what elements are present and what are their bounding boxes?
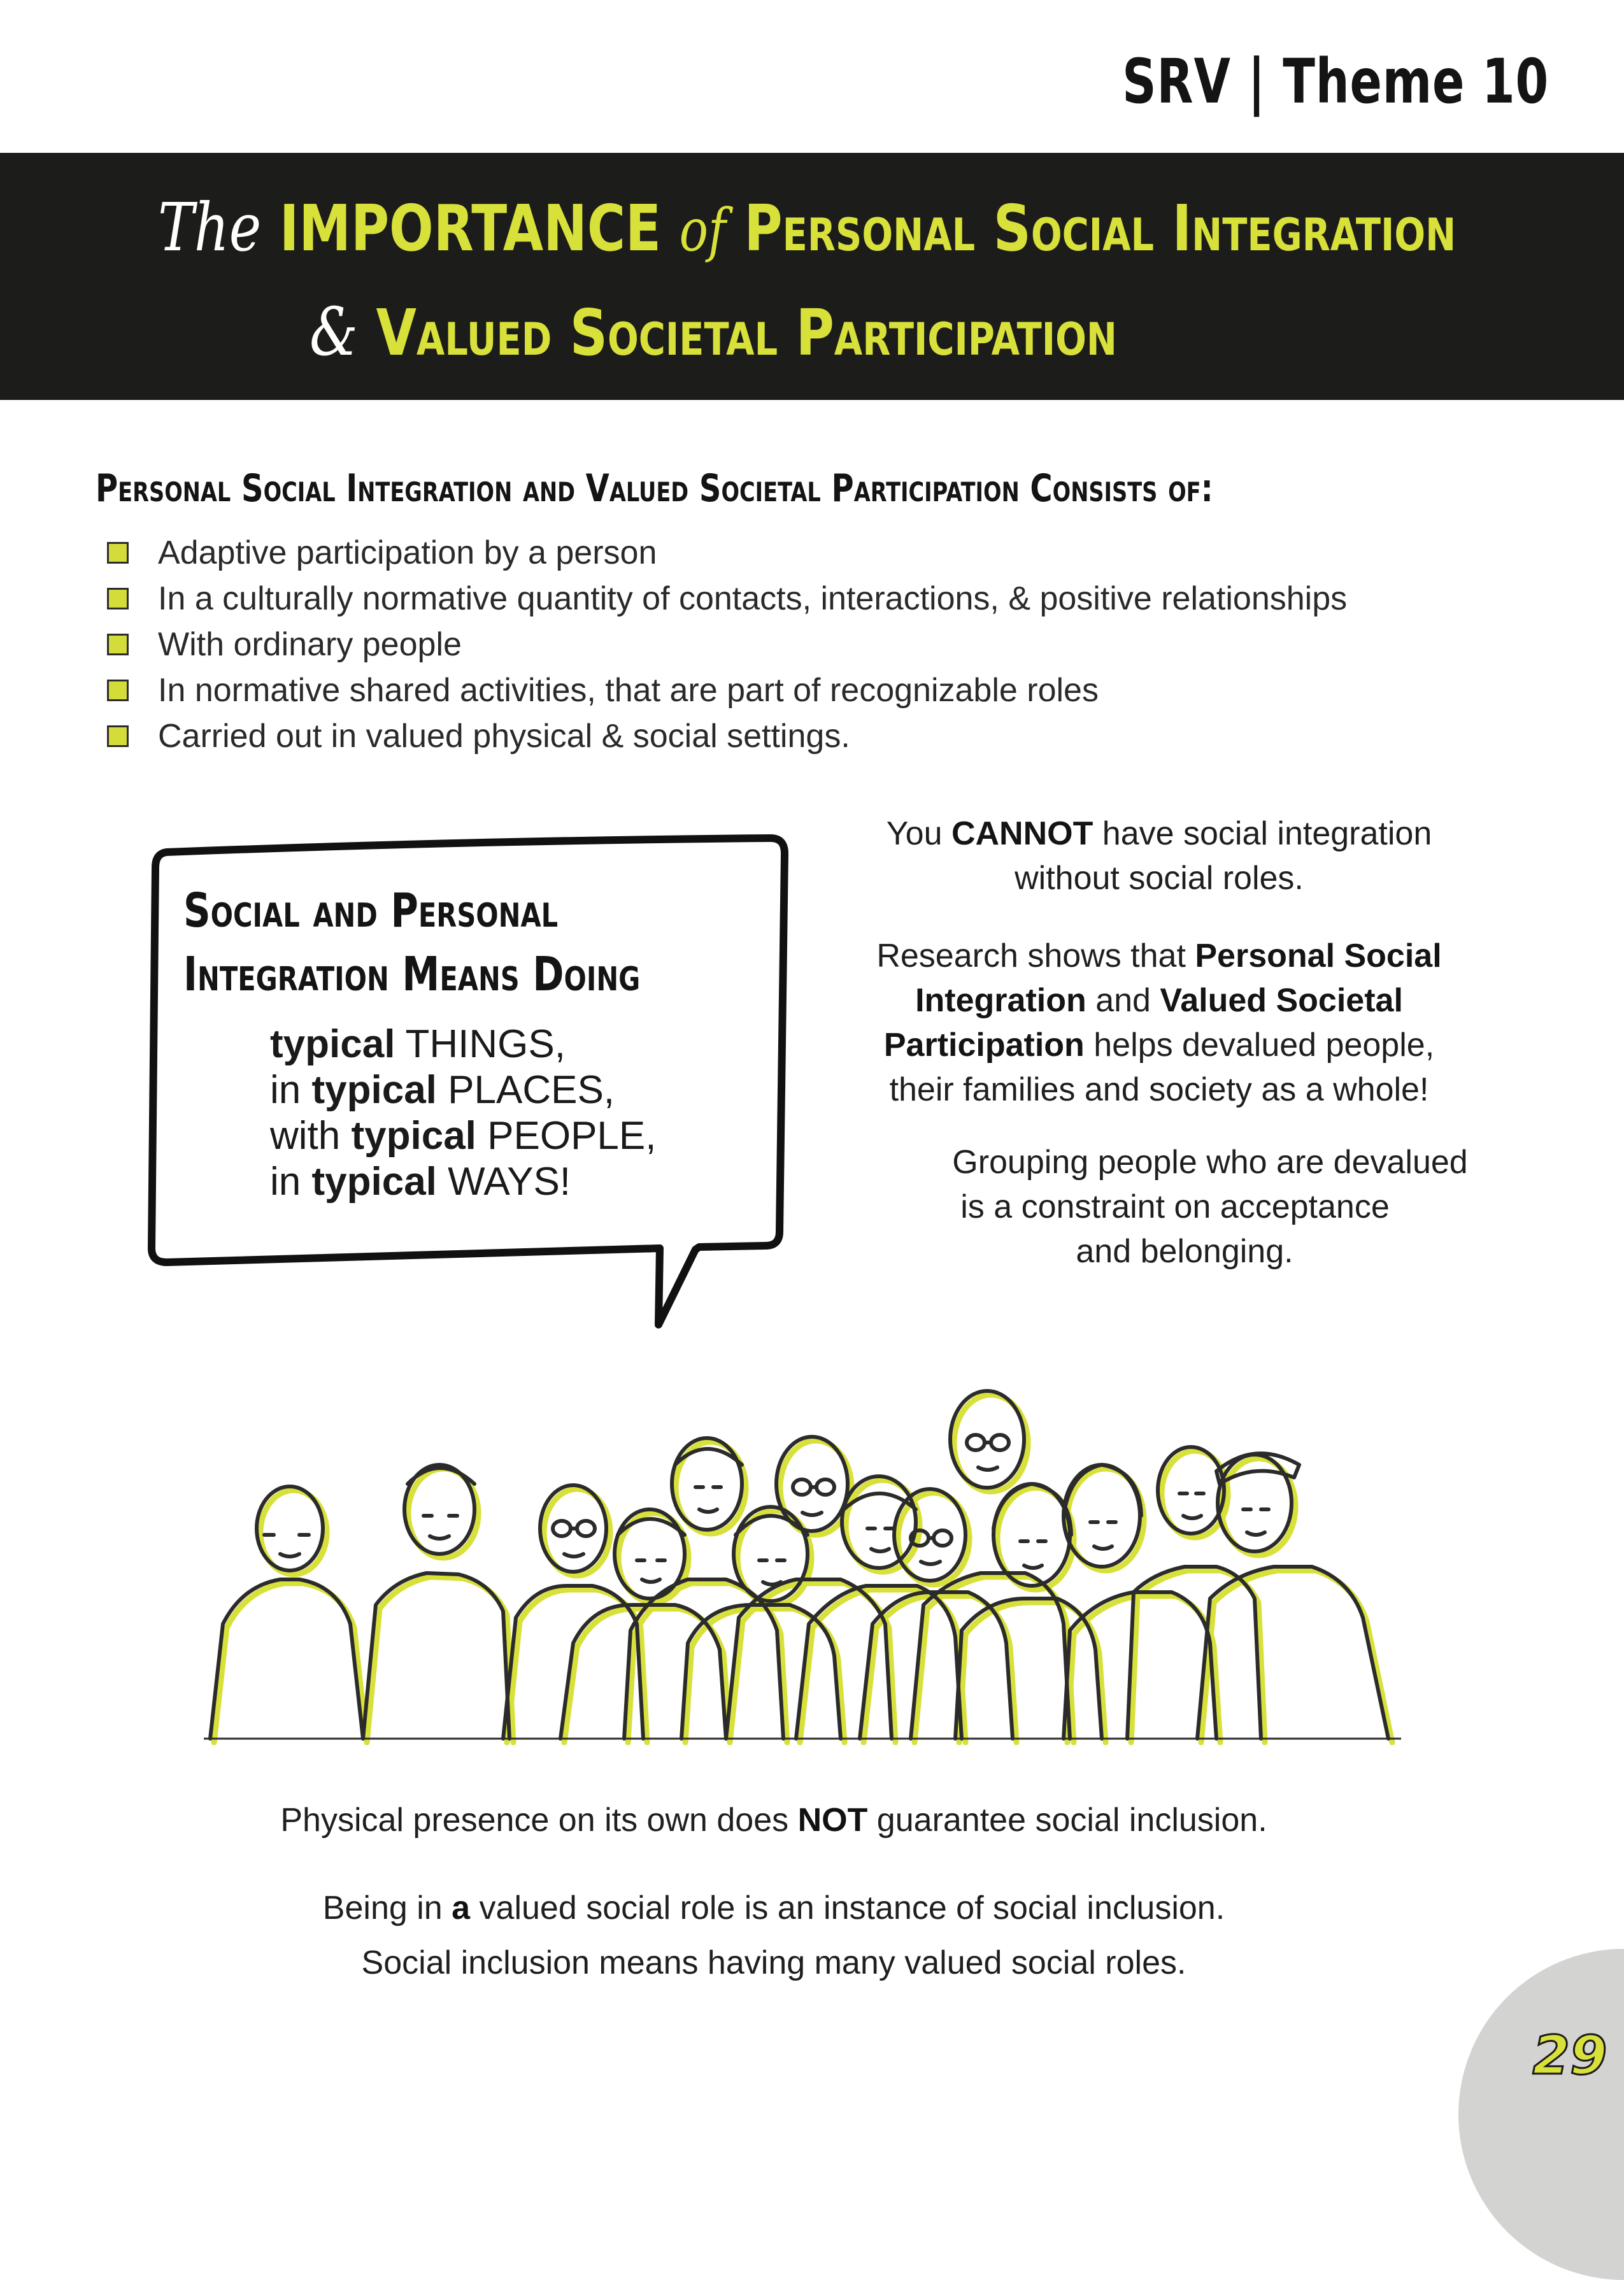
square-bullet-icon <box>107 634 129 655</box>
bubble-line: in typical PLACES, <box>270 1068 615 1112</box>
research-line-1: Research shows that Personal Social <box>876 937 1442 974</box>
research-line-2: Integration and Valued Societal <box>915 982 1403 1019</box>
list-item <box>107 576 1347 622</box>
bubble-heading <box>183 879 640 1006</box>
square-bullet-icon <box>107 542 129 564</box>
list-item-text: In a culturally normative quantity of contacts, interactions, & positive relationships <box>158 580 1348 617</box>
page-number: 29 <box>1532 2024 1607 2086</box>
banner-word-importance: IMPORTANCE <box>279 191 662 266</box>
list-item-text: In normative shared activities, that are part of recognizable roles <box>158 672 1099 709</box>
list-item-text: With ordinary people <box>158 626 462 663</box>
bubble-heading-line-1: Social and Personal <box>183 883 559 938</box>
bubble-body <box>270 1022 656 1205</box>
title-banner <box>0 153 1624 400</box>
banner-line-2 <box>310 293 1117 371</box>
consists-of-list <box>107 530 1347 759</box>
square-bullet-icon <box>107 725 129 747</box>
bubble-heading-line-2: Integration Means Doing <box>183 947 641 1002</box>
grouping-line-1: Grouping people who are devalued <box>952 1144 1468 1181</box>
bubble-line: typical THINGS, <box>270 1022 566 1066</box>
list-item <box>107 667 1347 713</box>
banner-word-the: The <box>158 189 262 266</box>
research-line-3: Participation helps devalued people, <box>883 1027 1435 1064</box>
section-heading: Personal Social Integration and Valued Societal Participation Consists of: <box>96 466 1213 511</box>
banner-line-1 <box>158 189 1456 266</box>
square-bullet-icon <box>107 588 129 609</box>
list-item <box>107 713 1347 759</box>
roles-line-2: without social roles. <box>1015 860 1304 897</box>
list-item <box>107 622 1347 667</box>
bubble-line: in typical WAYS! <box>270 1160 571 1204</box>
footer-line-2: Being in a valued social role is an instance of social inclusion. <box>322 1890 1225 1927</box>
list-item <box>107 530 1347 576</box>
research-paragraph <box>847 934 1471 1112</box>
grouping-line-2: is a constraint on acceptance <box>960 1188 1390 1225</box>
banner-word-of: of <box>679 196 726 264</box>
banner-ampersand: & <box>310 293 358 371</box>
footer-line-3: Social inclusion means having many valued social roles. <box>361 1944 1186 1981</box>
theme-label: SRV | Theme 10 <box>1122 46 1549 117</box>
banner-title-part1: Personal Social Integration <box>744 191 1457 266</box>
roles-line-1: You CANNOT have social integration <box>886 815 1432 852</box>
research-line-4: their families and society as a whole! <box>889 1071 1429 1108</box>
page-corner-decoration <box>1458 1949 1624 2280</box>
crowd-illustration <box>204 1325 1401 1745</box>
list-item-text: Adaptive participation by a person <box>158 534 657 571</box>
square-bullet-icon <box>107 680 129 701</box>
roles-paragraph <box>853 811 1465 901</box>
bubble-line: with typical PEOPLE, <box>270 1114 657 1158</box>
grouping-line-3: and belonging. <box>1076 1233 1293 1270</box>
list-item-text: Carried out in valued physical & social settings. <box>158 718 850 755</box>
banner-title-part2: Valued Societal Participation <box>376 296 1117 370</box>
footer-line-1: Physical presence on its own does NOT guarantee social inclusion. <box>280 1802 1267 1839</box>
grouping-paragraph <box>879 1140 1490 1274</box>
